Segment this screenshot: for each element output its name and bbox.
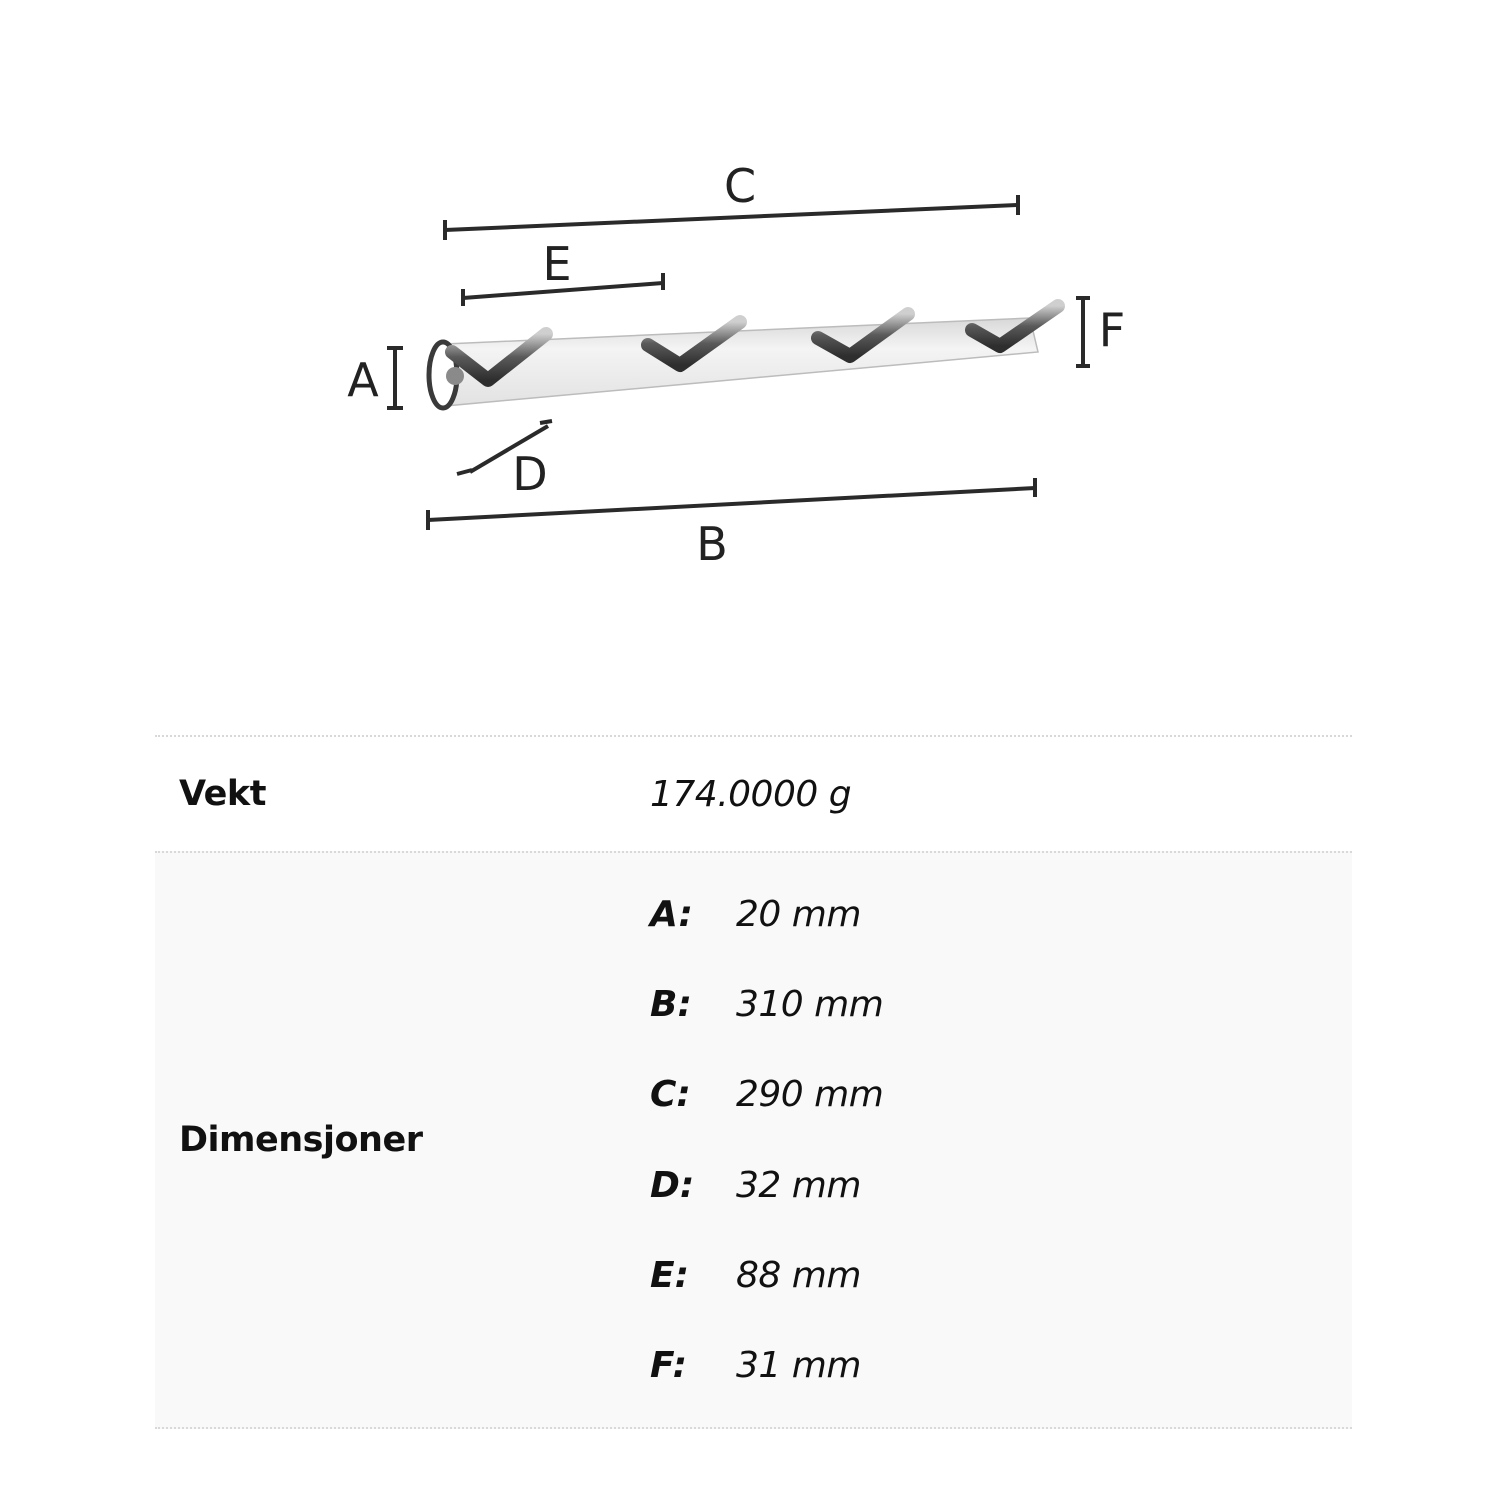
spec-row-dimensions	[155, 851, 1352, 1429]
label-c: C	[723, 159, 757, 213]
dimension-key: D:	[650, 1164, 695, 1206]
dimension-item-e	[650, 1245, 1352, 1307]
label-d: D	[512, 447, 548, 501]
dimension-key: C:	[650, 1074, 691, 1116]
spec-label-weight: Vekt	[179, 774, 266, 814]
dimension-item-c	[650, 1064, 1352, 1126]
label-f: F	[1098, 303, 1126, 357]
dimension-line-f	[1076, 298, 1125, 366]
dimension-value: 88 mm	[736, 1255, 861, 1297]
dimension-item-d	[650, 1154, 1352, 1216]
label-a: A	[347, 353, 379, 407]
dimension-list	[650, 853, 1352, 1427]
spec-label-dimensions: Dimensjoner	[179, 1120, 423, 1160]
label-b: B	[696, 517, 728, 571]
dimension-diagram	[0, 0, 1500, 700]
specification-table	[155, 735, 1352, 1429]
dimension-line-e	[463, 237, 663, 306]
dimension-key: A:	[650, 893, 693, 935]
spec-row-weight	[155, 735, 1352, 851]
dimension-value: 31 mm	[736, 1345, 861, 1387]
hook-rail-drawing	[0, 0, 1500, 700]
dimension-value: 32 mm	[736, 1164, 861, 1206]
spec-value-weight: 174.0000 g	[650, 773, 852, 815]
dimension-key: B:	[650, 983, 692, 1025]
dimension-value: 290 mm	[736, 1074, 884, 1116]
dimension-line-c	[445, 159, 1018, 240]
label-e: E	[542, 237, 572, 291]
dimension-line-d	[457, 421, 552, 501]
dimension-key: E:	[650, 1255, 689, 1297]
dimension-item-f	[650, 1335, 1352, 1397]
dimension-value: 20 mm	[736, 893, 861, 935]
dimension-value: 310 mm	[736, 983, 884, 1025]
dimension-line-a	[347, 348, 403, 408]
dimension-key: F:	[650, 1345, 688, 1387]
dimension-item-b	[650, 973, 1352, 1035]
dimension-item-a	[650, 883, 1352, 945]
